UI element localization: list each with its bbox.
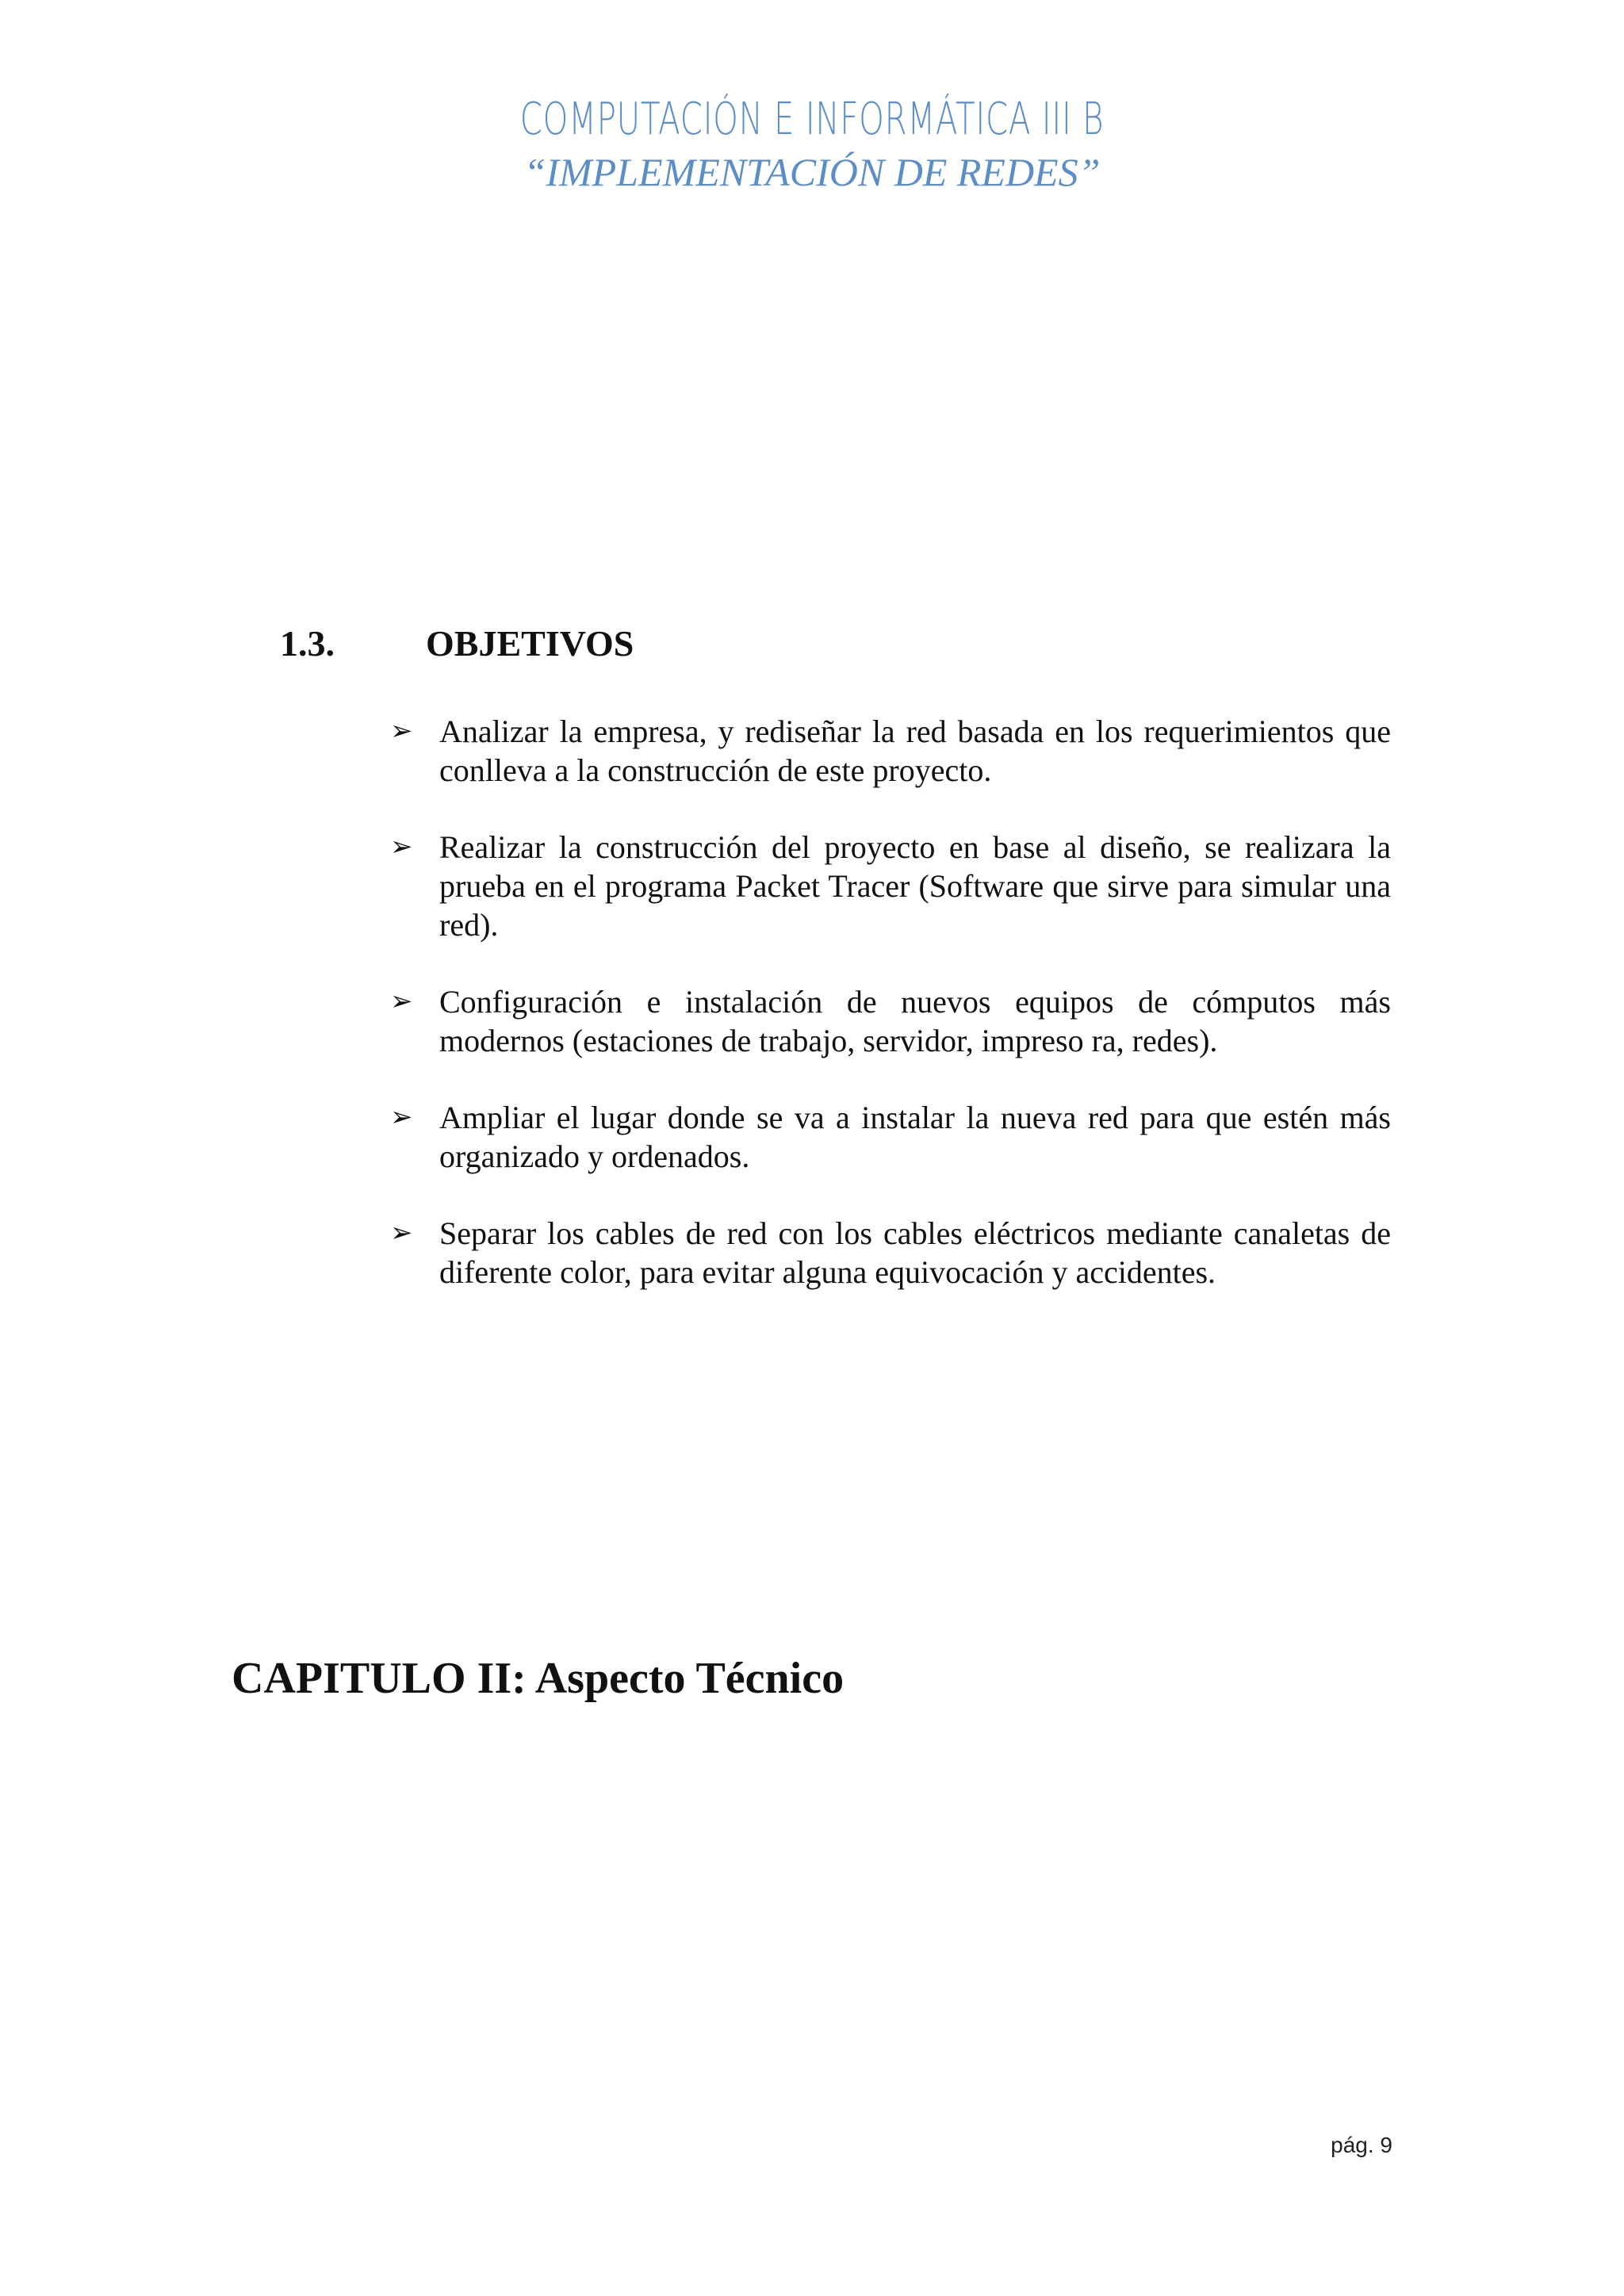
arrowhead-bullet-icon: ➢: [390, 1217, 413, 1249]
list-item-text: Separar los cables de red con los cables eléctricos mediante canaletas de diferente color, para evitar alguna equivocación y accidentes.: [439, 1215, 1391, 1290]
list-item: [390, 828, 1391, 944]
section-number: 1.3.: [280, 623, 335, 664]
chapter-title: CAPITULO II: Aspecto Técnico: [232, 1654, 845, 1703]
list-item: [390, 982, 1391, 1060]
objectives-list: [390, 712, 1391, 1330]
arrowhead-bullet-icon: ➢: [390, 1101, 413, 1133]
project-title: “IMPLEMENTACIÓN DE REDES”: [523, 150, 1101, 194]
list-item-text: Ampliar el lugar donde se va a instalar la nueva red para que estén más organizado y ordenados.: [439, 1100, 1391, 1174]
section-heading: [280, 622, 634, 664]
list-item: [390, 1214, 1391, 1292]
arrowhead-bullet-icon: ➢: [390, 831, 413, 863]
page-number: pág. 9: [1331, 2133, 1392, 2157]
list-item-text: Realizar la construcción del proyecto en base al diseño, se realizara la prueba en el programa Packet Tracer (Software que sirve para simular una red).: [439, 829, 1391, 943]
list-item-text: Configuración e instalación de nuevos equipos de cómputos más modernos (estaciones de trabajo, servidor, impreso ra, redes).: [439, 984, 1391, 1058]
section-title: OBJETIVOS: [426, 623, 634, 664]
list-item: [390, 1098, 1391, 1176]
course-title: COMPUTACIÓN E INFORMÁTICA III B: [519, 94, 1105, 145]
arrowhead-bullet-icon: ➢: [390, 985, 413, 1017]
list-item-text: Analizar la empresa, y rediseñar la red basada en los requerimientos que conlleva a la construcción de este proyecto.: [439, 714, 1391, 788]
list-item: [390, 712, 1391, 790]
arrowhead-bullet-icon: ➢: [390, 715, 413, 747]
